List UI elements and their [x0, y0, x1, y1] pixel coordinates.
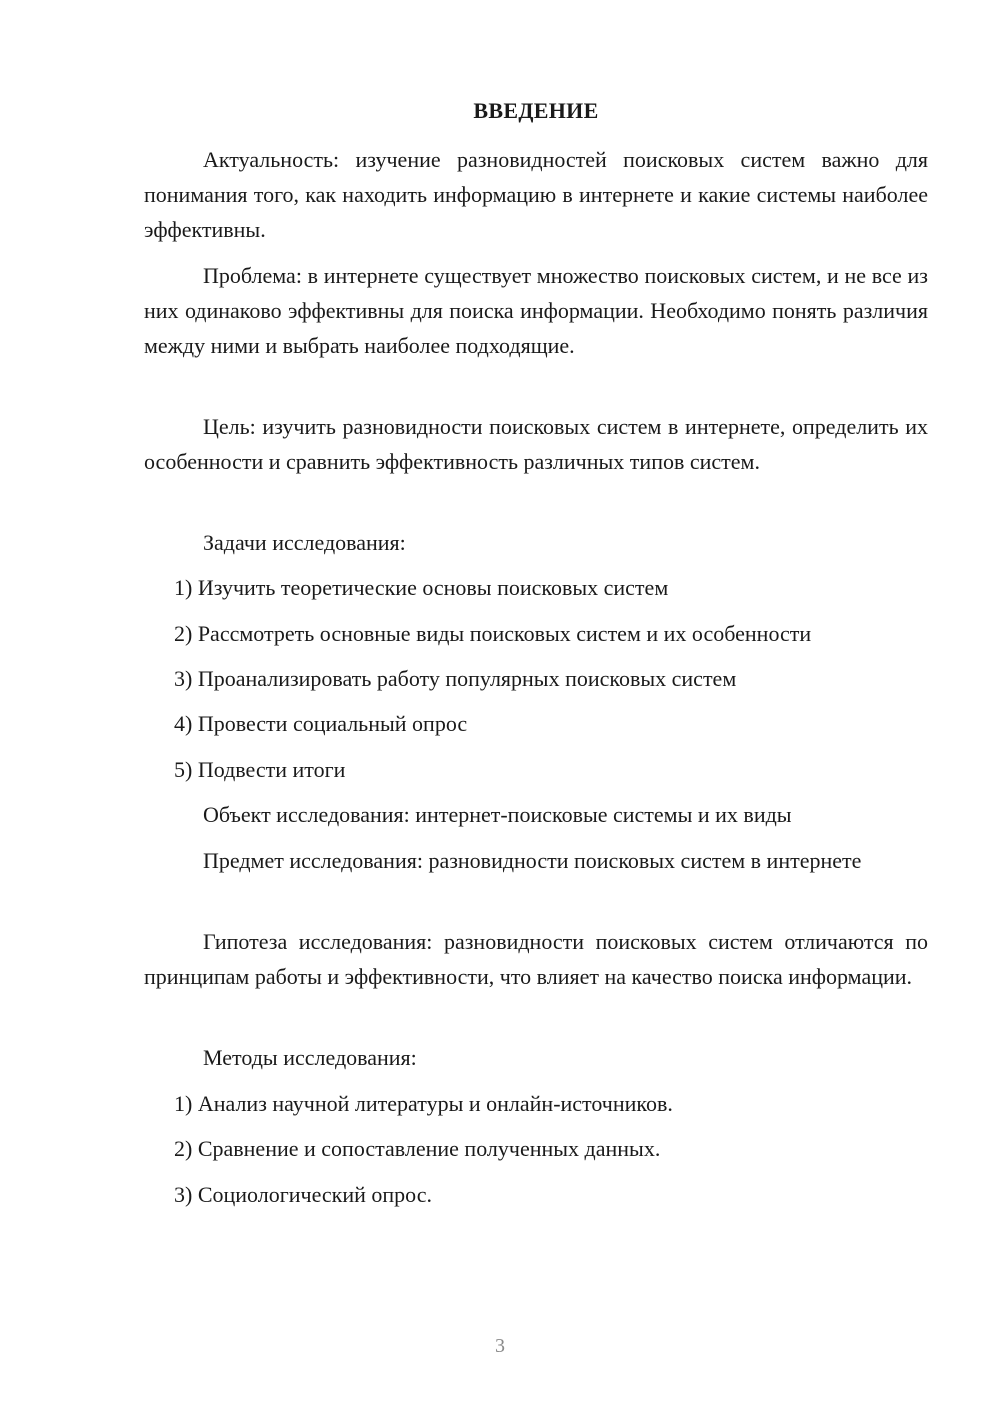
task-item: 1) Изучить теоретические основы поисковых систем [174, 575, 669, 600]
subject-paragraph: Предмет исследования: разновидности поисковых систем в интернете [203, 848, 862, 873]
task-item: 2) Рассмотреть основные виды поисковых систем и их особенности [174, 621, 812, 646]
task-item: 3) Проанализировать работу популярных поисковых систем [174, 666, 737, 691]
object-paragraph: Объект исследования: интернет-поисковые системы и их виды [203, 802, 792, 827]
problem-paragraph: Проблема: в интернете существует множество поисковых систем, и не все из них одинаково эффективны для поиска информации. Необходимо понять различия между ними и выбрать наиболее подходящие. [144, 263, 928, 358]
task-item: 5) Подвести итоги [174, 757, 346, 782]
hypothesis-paragraph: Гипотеза исследования: разновидности поисковых систем отличаются по принципам работы и эффективности, что влияет на качество поиска информации. [144, 929, 928, 989]
section-heading: ВВЕДЕНИЕ [473, 98, 599, 123]
method-item: 3) Социологический опрос. [174, 1182, 432, 1207]
tasks-title: Задачи исследования: [203, 530, 406, 555]
methods-title: Методы исследования: [203, 1045, 417, 1070]
task-item: 4) Провести социальный опрос [174, 711, 468, 736]
relevance-paragraph: Актуальность: изучение разновидностей поисковых систем важно для понимания того, как находить информацию в интернете и какие системы наиболее эффективны. [144, 147, 928, 242]
method-item: 2) Сравнение и сопоставление полученных данных. [174, 1136, 661, 1161]
goal-paragraph: Цель: изучить разновидности поисковых систем в интернете, определить их особенности и сравнить эффективность различных типов систем. [144, 414, 928, 474]
method-item: 1) Анализ научной литературы и онлайн-источников. [174, 1091, 673, 1116]
page-number: 3 [495, 1335, 505, 1357]
